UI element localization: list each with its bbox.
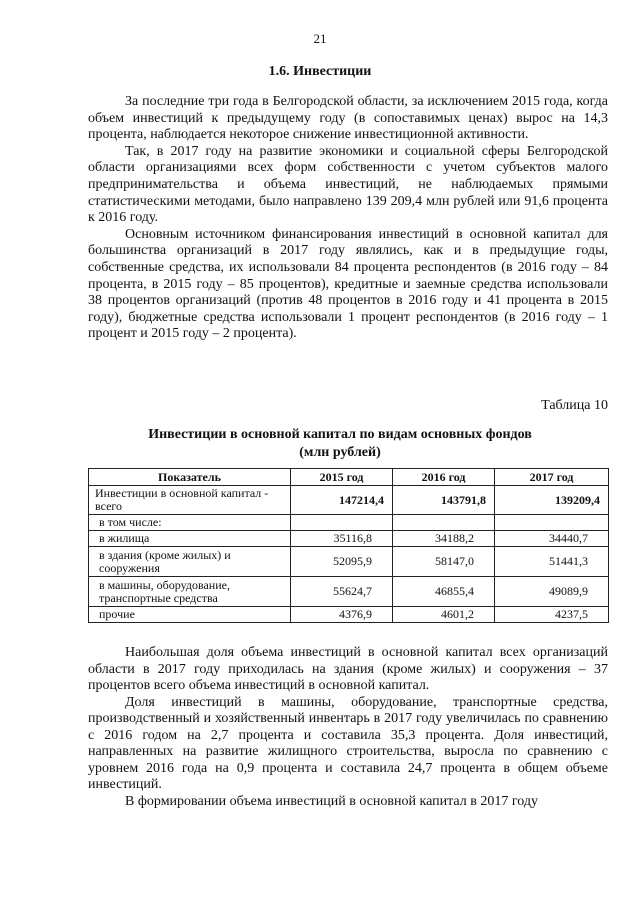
table-cell-value: 49089,9 [495, 577, 609, 607]
table-cell-label: Инвестиции в основной капитал - всего [89, 486, 291, 515]
table-header-cell: Показатель [89, 469, 291, 486]
table-cell-value: 46855,4 [393, 577, 495, 607]
paragraph: Основным источником финансирования инвестиций в основной капитал для большинства организаций в 2017 году являлись, как и в предыдущие годы, собственные средства, их использовали 84 процента респондентов (в 2016 году – 84 процента, в 2015 году – 85 процентов), кредитные и заемные средства использовали 38 процентов организаций (против 48 процентов в 2016 году и 41 процента в 2015 году), бюджетные средства использовали 1 процент респондентов (в 2016 году – 1 процент и 2015 году – 2 процента). [88, 226, 608, 342]
table-cell-value: 34440,7 [495, 531, 609, 547]
table-cell-value [291, 515, 393, 531]
table-cell-label: в том числе: [89, 515, 291, 531]
table-cell-value: 35116,8 [291, 531, 393, 547]
paragraph: Так, в 2017 году на развитие экономики и социальной сферы Белгородской области организациями всех форм собственности с учетом субъектов малого предпринимательства и объема инвестиций, не наблюдаемых прямыми статистическими методами, было направлено 139 209,4 млн рублей или 91,6 процента к 2016 году. [88, 143, 608, 226]
table-title-units: (млн рублей) [299, 445, 381, 460]
section-title: 1.6. Инвестиции [268, 64, 372, 79]
paragraph: Наибольшая доля объема инвестиций в основной капитал всех организаций области в 2017 году приходилась на здания (кроме жилых) и сооружения – 37 процентов всего объема инвестиций в основной капитал. [88, 645, 608, 693]
table-cell-value: 4376,9 [291, 607, 393, 623]
paragraph: За последние три года в Белгородской области, за исключением 2015 года, когда объем инвестиций к предыдущему году (в сопоставимых ценах) вырос на 14,3 процента, наблюдается некоторое снижение инвестиционной активности. [88, 94, 608, 143]
table-cell-value [393, 515, 495, 531]
table-row [89, 607, 609, 623]
table-cell-value [495, 515, 609, 531]
table-cell-value: 58147,0 [393, 547, 495, 577]
table-cell-value: 4601,2 [393, 607, 495, 623]
table-cell-label: прочие [89, 607, 291, 623]
table-cell-value: 55624,7 [291, 577, 393, 607]
table-header-row [89, 469, 609, 486]
table-cell-value: 147214,4 [291, 486, 393, 515]
table-cell-value: 143791,8 [393, 486, 495, 515]
table-header-cell: 2015 год [291, 469, 393, 486]
table-row [89, 547, 609, 577]
table-cell-value: 34188,2 [393, 531, 495, 547]
table-cell-value: 139209,4 [495, 486, 609, 515]
paragraph: В формировании объема инвестиций в основной капитал в 2017 году [125, 793, 538, 809]
table-cell-label: в жилища [89, 531, 291, 547]
table-row [89, 486, 609, 515]
table-label: Таблица 10 [541, 398, 608, 413]
table-title [0, 426, 640, 462]
page-number: 21 [313, 31, 327, 46]
paragraph: Доля инвестиций в машины, оборудование, транспортные средства, производственный и хозяйственный инвентарь в 2017 году увеличилась по сравнению с 2016 годом на 2,7 процента и составила 35,3 процента. Доля инвестиций, направленных на развитие жилищного строительства, выросла по сравнению с уровнем 2016 года на 0,9 процента и составила 24,7 процента в общем объеме инвестиций. [88, 694, 608, 792]
table-row [89, 531, 609, 547]
table-header-cell: 2016 год [393, 469, 495, 486]
intro-text [88, 94, 608, 343]
table-title-main: Инвестиции в основной капитал по видам основных фондов [148, 427, 532, 442]
table-cell-value: 4237,5 [495, 607, 609, 623]
table-cell-label: в машины, оборудование, транспортные средства [89, 577, 291, 607]
analysis-text [88, 645, 608, 810]
table-cell-label: в здания (кроме жилых) и сооружения [89, 547, 291, 577]
table-header-cell: 2017 год [495, 469, 609, 486]
table-cell-value: 52095,9 [291, 547, 393, 577]
table-cell-value: 51441,3 [495, 547, 609, 577]
investment-table [88, 468, 609, 623]
table-row [89, 577, 609, 607]
table-row [89, 515, 609, 531]
